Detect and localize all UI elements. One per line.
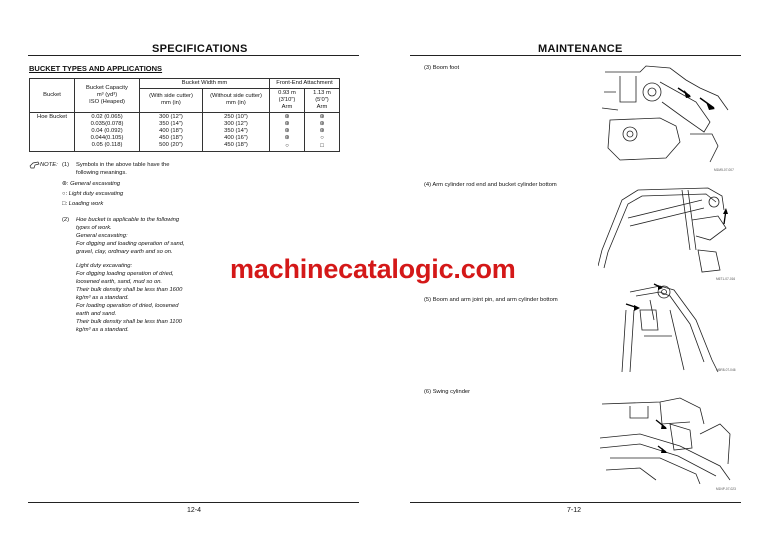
capacity-cell: 0.02 (0.065) 0.035(0.078) 0.04 (0.092) 0.044(0.105) 0.05 (0.118)	[75, 112, 140, 151]
left-header-rule	[28, 55, 359, 56]
symbol-light: ○:	[62, 191, 68, 197]
col-header-with-cutter: (With side cutter) mm (in)	[140, 88, 203, 112]
symbol-loading: □:	[62, 201, 68, 207]
col-header-arm-113: 1.13 m (5'0") Arm	[305, 88, 340, 112]
figure-code-arm-cylinder: M6T1-07-016	[716, 277, 736, 281]
figure-code-swing-cylinder: M1NP-07-023	[716, 487, 736, 491]
symbol-general: ⊛:	[62, 181, 69, 187]
swing-cylinder-illustration	[600, 394, 732, 484]
note-1-number: (1)	[62, 162, 70, 168]
table-row	[30, 112, 340, 151]
left-page-header: SPECIFICATIONS	[152, 43, 248, 55]
arm-cylinder-illustration	[598, 180, 734, 276]
bucket-type-cell: Hoe Bucket	[30, 112, 75, 151]
caption-swing-cylinder: (6) Swing cylinder	[424, 389, 471, 395]
right-page-number: 7-12	[567, 507, 582, 514]
col-header-front-end: Front-End Attachment	[270, 79, 340, 89]
caption-boom-foot: (3) Boom foot	[424, 65, 460, 71]
right-header-rule	[410, 55, 741, 56]
caption-arm-cylinder: (4) Arm cylinder rod end and bucket cylinder bottom	[424, 182, 557, 188]
arm-093-cell: ⊛ ⊛ ⊛ ⊛ ○	[270, 112, 305, 151]
left-footer-rule	[28, 502, 359, 503]
right-page-header: MAINTENANCE	[538, 43, 623, 55]
caption-boom-arm-joint: (5) Boom and arm joint pin, and arm cylinder bottom	[424, 297, 558, 303]
boom-foot-illustration	[600, 62, 732, 168]
col-header-bucket: Bucket	[30, 79, 75, 113]
note-2-number: (2)	[62, 217, 70, 223]
symbol-legend: ⊛: General excavating ○: Light duty excavating □: Loading work	[62, 181, 124, 207]
figure-code-boom-foot: M1M5-07-007	[714, 168, 734, 172]
note-label: NOTE:	[40, 162, 58, 168]
left-page-number: 12-4	[187, 507, 202, 514]
without-cutter-cell: 250 (10") 300 (12") 350 (14") 400 (16") 450 (18")	[203, 112, 270, 151]
col-header-arm-093: 0.93 m (3'10") Arm	[270, 88, 305, 112]
right-footer-rule	[410, 502, 741, 503]
col-header-capacity: Bucket Capacity m³ (yd³) ISO (Heaped)	[75, 79, 140, 113]
bucket-spec-table	[29, 78, 340, 152]
watermark-text: machinecatalogic.com	[230, 254, 516, 284]
boom-arm-joint-illustration	[600, 280, 734, 376]
arm-113-cell: ⊛ ⊛ ⊛ ○ □	[305, 112, 340, 151]
figure-code-boom-arm-joint: M6R8-07-046	[716, 368, 736, 372]
col-header-width: Bucket Width mm	[140, 79, 270, 89]
note-hand-icon	[29, 160, 40, 169]
section-title: BUCKET TYPES AND APPLICATIONS	[29, 64, 163, 73]
note-1-text: Symbols in the above table have the following meanings.	[76, 162, 170, 176]
with-cutter-cell: 300 (12") 350 (14") 400 (18") 450 (18") 500 (20")	[140, 112, 203, 151]
note-2-text: Hoe bucket is applicable to the following types of work. General excavating: For digging and loading operation of sand, gravel, clay, ordinary earth and so on. Light duty excavating: For digging loading operation of dried, loosened earth, sand, mud so on. Their bulk density shall be less than 1600 kg/m³ as a standard. For loading operation of dried, loosened earth and sand. Their bulk density shall be less than 1100 kg/m³ as a standard.	[76, 217, 185, 333]
col-header-without-cutter: (Without side cutter) mm (in)	[203, 88, 270, 112]
